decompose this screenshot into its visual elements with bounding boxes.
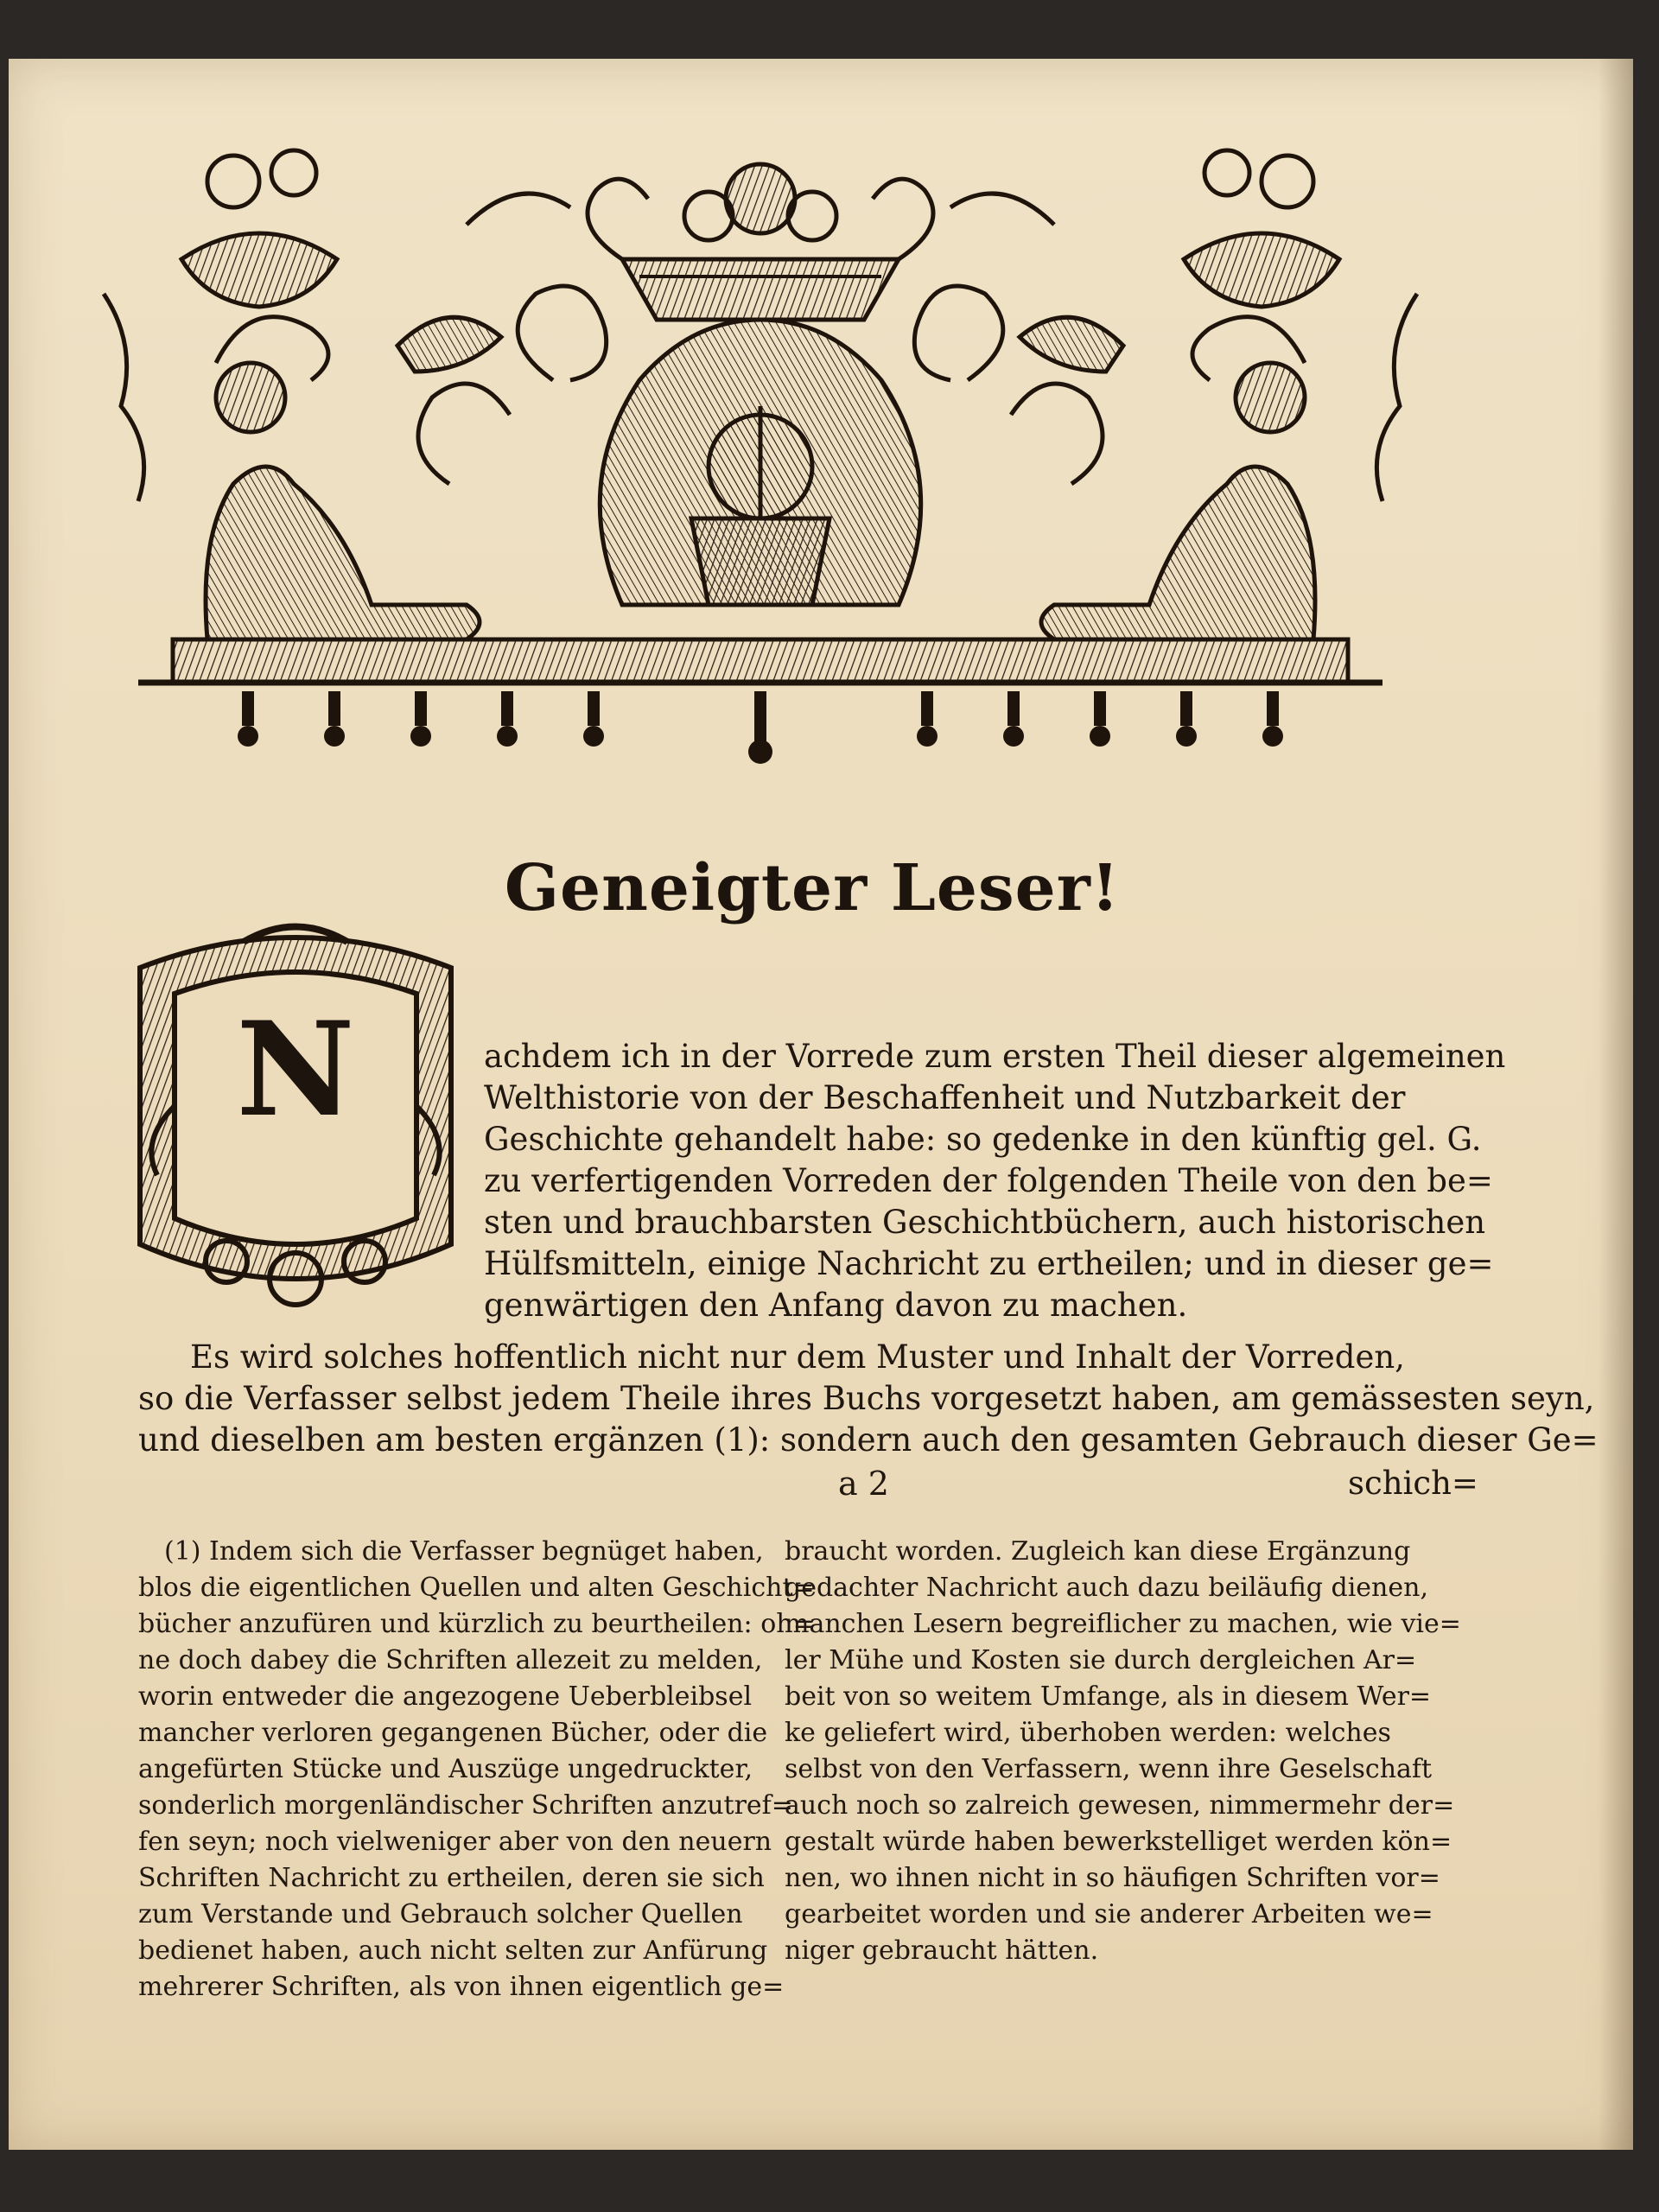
footnote-line: auch noch so zalreich gewesen, nimmermehr der= — [785, 1790, 1455, 1821]
footnote-line: bücher anzufüren und kürzlich zu beurtheilen: oh= — [138, 1609, 815, 1639]
footnote-line: gedachter Nachricht auch dazu beiläufig dienen, — [785, 1573, 1428, 1603]
drop-cap-letter: N — [236, 994, 355, 1146]
footnote-line: selbst von den Verfassern, wenn ihre Geselschaft — [785, 1754, 1433, 1784]
footnote-line: worin entweder die angezogene Ueberbleibsel — [138, 1681, 753, 1712]
body-line: Welthistorie von der Beschaffenheit und Nutzbarkeit der — [484, 1079, 1406, 1116]
footnote-line: zum Verstande und Gebrauch solcher Quellen — [138, 1899, 743, 1929]
footnote-line: gearbeitet worden und sie anderer Arbeiten we= — [785, 1899, 1433, 1929]
footnote-line: bedienet haben, auch nicht selten zur Anfürung — [138, 1936, 768, 1966]
footnote-line: ler Mühe und Kosten sie durch dergleichen Ar= — [785, 1645, 1417, 1675]
footnote-line: ne doch dabey die Schriften allezeit zu melden, — [138, 1645, 763, 1675]
footnote-line: angefürten Stücke und Auszüge ungedruckter, — [138, 1754, 753, 1784]
catchword: schich= — [1348, 1465, 1478, 1502]
body-line: Geschichte gehandelt habe: so gedenke in den künftig gel. G. — [484, 1121, 1482, 1158]
footnote-line: gestalt würde haben bewerkstelliget werden kön= — [785, 1827, 1452, 1857]
page-edge-shadow — [1599, 59, 1633, 2150]
footnote-line: manchen Lesern begreiflicher zu machen, wie vie= — [785, 1609, 1461, 1639]
footnote-line: fen seyn; noch vielweniger aber von den neuern — [138, 1827, 772, 1857]
body-line: so die Verfasser selbst jedem Theile ihres Buchs vorgesetzt haben, am gemässesten seyn, — [138, 1380, 1595, 1417]
footnote-line: mehrerer Schriften, als von ihnen eigentlich ge= — [138, 1972, 785, 2002]
footnote-line: nen, wo ihnen nicht in so häufigen Schriften vor= — [785, 1863, 1440, 1893]
decorated-initial — [123, 916, 468, 1322]
body-line: Hülfsmitteln, einige Nachricht zu ertheilen; und in dieser ge= — [484, 1245, 1494, 1282]
footnote-line: ke geliefert wird, überhoben werden: welches — [785, 1718, 1391, 1748]
page-title: Geneigter Leser! — [504, 851, 1121, 925]
footnote-line: braucht worden. Zugleich kan diese Ergänzung — [785, 1536, 1411, 1567]
ornamental-headpiece — [86, 121, 1434, 778]
footnote-line: (1) Indem sich die Verfasser begnüget haben, — [164, 1536, 764, 1567]
footnote-line: niger gebraucht hätten. — [785, 1936, 1099, 1966]
body-line: achdem ich in der Vorrede zum ersten Theil dieser algemeinen — [484, 1038, 1506, 1075]
footnote-line: mancher verloren gegangenen Bücher, oder die — [138, 1718, 768, 1748]
body-line: Es wird solches hoffentlich nicht nur dem Muster und Inhalt der Vorreden, — [190, 1338, 1405, 1376]
footnote-line: beit von so weitem Umfange, als in diesem Wer= — [785, 1681, 1432, 1712]
footnote-line: Schriften Nachricht zu ertheilen, deren sie sich — [138, 1863, 765, 1893]
body-line: genwärtigen den Anfang davon zu machen. — [484, 1287, 1188, 1324]
signature-mark: a 2 — [838, 1465, 889, 1503]
body-line: und dieselben am besten ergänzen (1): sondern auch den gesamten Gebrauch dieser Ge= — [138, 1421, 1599, 1459]
body-line: zu verfertigenden Vorreden der folgenden Theile von den be= — [484, 1162, 1493, 1199]
body-line: sten und brauchbarsten Geschichtbüchern, auch historischen — [484, 1204, 1486, 1241]
footnote-line: blos die eigentlichen Quellen und alten Geschicht= — [138, 1573, 815, 1603]
footnote-line: sonderlich morgenländischer Schriften anzutref= — [138, 1790, 793, 1821]
